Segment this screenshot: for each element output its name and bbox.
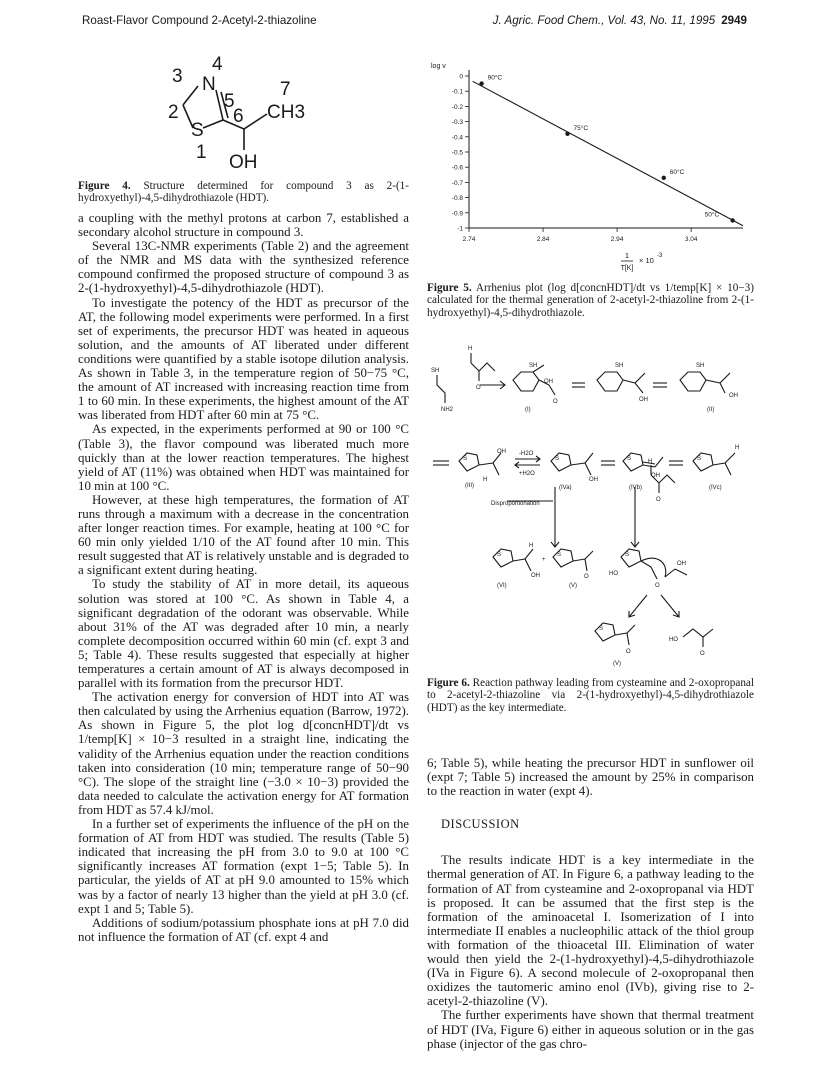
data-point-label: 90°C — [487, 74, 503, 82]
x-tick-label: 2.84 — [536, 236, 550, 243]
paragraph: In a further set of experiments the influence of the pH on the formation of AT from HDT was studied. The results (Table 5) indicated that increasing the pH from 3.0 to 9.0 at 100 °C significantly increases AT formation (expt 1−5; Table 5). In particular, the yields of AT at pH 9.0 amounted to 15% which was by a factor of nearly 13 higher than the yield at pH 3.0 (cf. expt 1 and 5; Table 5). — [78, 817, 409, 916]
y-tick-label: 0 — [459, 73, 463, 81]
fig6-atom-s: S — [497, 552, 502, 558]
y-tick-label: -0.4 — [451, 134, 463, 142]
fig4-atom-CH3: CH3 — [267, 102, 306, 123]
left-column-text — [78, 211, 409, 944]
fig6-atom-h: H — [468, 346, 473, 352]
figure5-arrhenius-plot — [425, 58, 760, 273]
fig6-label-V-final: (V) — [613, 661, 621, 667]
y-tick-label: -0.7 — [451, 179, 463, 187]
figure5-caption-text: Arrhenius plot (log d[concnHDT]/dt vs 1/temp[K] × 10−3) calculated for the thermal generation of 2-acetyl-2-thiazoline from 2-(1-hydroxyethyl)-4,5-dihydrothiazole. — [427, 282, 754, 319]
fig6-atom-o: O — [700, 651, 705, 657]
fig4-atom-OH: OH — [229, 152, 258, 173]
figure4-caption — [78, 180, 409, 205]
fig6-atom-s: S — [697, 456, 702, 462]
fig6-label-IVa: (IVa) — [559, 485, 572, 491]
fig6-label-III: (III) — [465, 483, 474, 489]
fig4-atom-n3: 3 — [172, 66, 183, 87]
fig4-atom-n7: 7 — [280, 79, 291, 100]
y-tick-label: -0.2 — [451, 103, 463, 111]
paragraph: However, at these high temperatures, the formation of AT runs through a maximum with a decrease in the concentration after longer reaction times. For example, heating at 100 °C for 60 min only yielded 1/10 of the AT found after 10 min. This result suggested that AT is relatively unstable and is degraded to a significant extent during heating. — [78, 492, 409, 578]
figure6-caption — [427, 677, 754, 714]
y-tick-label: -0.8 — [451, 195, 463, 203]
fig6-label-V: (V) — [569, 583, 577, 589]
fig6-atom-s: S — [627, 456, 632, 462]
fig6-atom-o: O — [656, 497, 661, 503]
fig6-atom-oh: OH — [639, 397, 648, 403]
journal-citation: J. Agric. Food Chem., Vol. 43, No. 11, 1995 — [492, 14, 716, 27]
svg-text:T[K]: T[K] — [620, 265, 634, 272]
data-point — [479, 81, 483, 85]
data-point-label: 50°C — [704, 211, 720, 219]
running-header-title: Roast-Flavor Compound 2-Acetyl-2-thiazoline — [82, 14, 317, 27]
fig4-atom-n6: 6 — [233, 106, 244, 127]
figure4-label: Figure 4. — [78, 180, 131, 192]
fig6-label-II: (II) — [707, 407, 715, 413]
fig6-atom-oh: OH — [589, 477, 598, 483]
y-tick-label: -0.9 — [451, 210, 463, 218]
fig6-label-IVb: (IVb) — [629, 485, 643, 491]
fig6-atom-o: O — [584, 574, 589, 580]
fig4-atom-n2: 2 — [168, 102, 179, 123]
paragraph: To study the stability of AT in more detail, its aqueous solution was stored at 100 °C. As shown in Table 4, a significant degradation of the odorant was observable. While about 31% of the AT was degraded after 10 min, a nearly complete decomposition occurred within 60 min (cf. expt 3 and 5; Table 4). These results suggested that especially at higher temperatures a certain amount of AT is always decomposed in parallel with its formation from the precursor HDT. — [78, 577, 409, 691]
fig6-atom-h: H — [648, 459, 653, 465]
svg-text:-3: -3 — [657, 253, 663, 259]
fig6-dehydrate: -H2O — [519, 451, 534, 457]
fig4-atom-N: N — [202, 74, 216, 95]
paragraph: a coupling with the methyl protons at carbon 7, established a secondary alcohol structure in compound 3. — [78, 211, 409, 240]
x-tick-label: 2.74 — [462, 236, 476, 243]
paragraph: Several 13C-NMR experiments (Table 2) and the agreement of the NMR and MS data with the synthesized reference compound confirmed the proposed structure of compound 3 as 2-(1-hydroxyethyl)-4,5-dihydrothiazole (HDT). — [78, 239, 409, 296]
fig6-label-I: (I) — [525, 407, 531, 413]
fig6-atom-nh2: NH2 — [441, 407, 454, 413]
fig6-atom-s: S — [599, 626, 604, 632]
figure6-caption-text: Reaction pathway leading from cysteamine and 2-oxopropanal to 2-acetyl-2-thiazoline via 2-(1-hydroxyethyl)-4,5-dihydrothiazole (HDT) as the key intermediate. — [427, 677, 754, 714]
fig6-disproportionation: Disproportionation — [491, 501, 540, 507]
fig6-atom-o: O — [476, 385, 481, 391]
fig6-atom-h: H — [735, 445, 740, 451]
x-tick-label: 2.94 — [610, 236, 624, 243]
paragraph: 6; Table 5), while heating the precursor HDT in sunflower oil (expt 7; Table 5) increased the amount by 25% in comparison to the reaction in water (expt 4). — [427, 756, 754, 799]
svg-text:1: 1 — [624, 251, 630, 260]
fig6-atom-oh: OH — [497, 449, 506, 455]
data-point — [730, 218, 734, 222]
fig6-atom-oh: OH — [544, 379, 553, 385]
data-point — [565, 132, 569, 136]
paragraph: To investigate the potency of the HDT as precursor of the AT, the following model experiments were performed. In a first set of experiments, the precursor HDT was heated in aqueous solution, and the amounts of AT liberated under different conditions were quantified by a stable isotope dilution analysis. As shown in Table 3, in the temperature region of 50−75 °C, the amount of AT increased with increasing reaction time from 1 to 60 min. In these experiments, the highest amount of the AT was liberated from HDT after 60 min at 75 °C. — [78, 295, 409, 423]
fig4-atom-n1: 1 — [196, 142, 207, 163]
page-number: 2949 — [721, 14, 747, 27]
fig6-atom-s: S — [557, 552, 562, 558]
fig6-label-IVc: (IVc) — [709, 485, 722, 491]
running-header-journal — [493, 14, 747, 27]
figure4-structure — [120, 50, 360, 180]
right-column-text — [427, 756, 754, 1051]
fig6-atom-ho: HO — [669, 637, 678, 643]
fig6-atom-oh: OH — [677, 561, 686, 567]
fig6-atom-s: S — [625, 552, 630, 558]
paragraph: The results indicate HDT is a key intermediate in the thermal generation of AT. In Figure 6, a pathway leading to the formation of AT from cysteamine and 2-oxopropanal via HDT is proposed. It can be assumed that the first step is the formation of the aminoacetal I. Isomerization of I into intermediate II enables a nucleophilic attack of the thiol group with formation of the thioacetal III. Elimination of water would then yield the 2-(1-hydroxyethyl)-4,5-dihydrothiazole (IVa in Figure 6). A second molecule of 2-oxopropanal then oxidizes the tautomeric amino enol (IVb), giving rise to 2-acetyl-2-thiazoline (V). — [427, 853, 754, 1009]
y-tick-label: -0.5 — [451, 149, 463, 157]
section-heading-discussion: DISCUSSION — [441, 817, 520, 832]
figure6-reaction-pathway — [425, 325, 760, 670]
fig6-atom-sh: SH — [696, 363, 705, 369]
y-tick-label: -0.3 — [451, 119, 463, 127]
figure4-caption-text: Structure determined for compound 3 as 2-(1-hydroxyethyl)-4,5-dihydrothiazole (HDT). — [78, 180, 409, 205]
fig6-atom-h: H — [483, 477, 488, 483]
y-tick-label: -1 — [457, 225, 463, 233]
fig6-label-VI: (VI) — [497, 583, 507, 589]
fig6-plus: + — [542, 557, 546, 563]
y-tick-label: -0.1 — [451, 88, 463, 96]
x-tick-label: 3.04 — [684, 236, 698, 243]
fig4-atom-S: S — [191, 120, 204, 141]
fig6-atom-oh: OH — [531, 573, 540, 579]
fig6-atom-o: O — [626, 649, 631, 655]
y-axis-label: log v — [431, 63, 446, 70]
fig6-atom-sh: SH — [431, 368, 440, 374]
figure5-caption — [427, 282, 754, 319]
fig6-atom-s: S — [555, 456, 560, 462]
data-point-label: 75°C — [573, 124, 589, 132]
data-point — [662, 176, 666, 180]
paragraph: The activation energy for conversion of HDT into AT was then calculated by using the Arrhenius equation (Barrow, 1972). As shown in Figure 5, the plot log d[concnHDT]/dt vs 1/temp[K] × 10−3 resulted in a straight line, indicating the validity of the Arrhenius equation under the reaction conditions taken into consideration (10 min; temperature range of 50−90 °C). The slope of the straight line (−3.0 × 10−3) provided the data needed to calculate the activation energy for AT formation from HDT as 57.4 kJ/mol. — [78, 690, 409, 817]
y-tick-label: -0.6 — [451, 164, 463, 172]
fig6-atom-sh: SH — [529, 363, 538, 369]
fig6-atom-oh: OH — [651, 473, 660, 479]
fig6-atom-sh: SH — [615, 363, 624, 369]
fig6-atom-s: S — [463, 456, 468, 462]
regression-line — [473, 81, 743, 225]
fig4-atom-n4: 4 — [212, 54, 223, 75]
figure5-label: Figure 5. — [427, 282, 472, 294]
svg-text:× 10: × 10 — [639, 256, 654, 265]
paragraph: The further experiments have shown that thermal treatment of HDT (IVa, Figure 6) either in aqueous solution or in the gas phase (injector of the gas chro- — [427, 1008, 754, 1051]
paragraph: Additions of sodium/potassium phosphate ions at pH 7.0 did not influence the formation of AT (cf. expt 4 and — [78, 915, 409, 944]
fig6-atom-h: H — [529, 543, 534, 549]
x-axis-label — [621, 251, 663, 272]
figure6-label: Figure 6. — [427, 677, 470, 689]
fig6-atom-o: O — [655, 583, 660, 589]
fig6-atom-ho: HO — [609, 571, 618, 577]
fig6-hydrate: +H2O — [519, 471, 535, 477]
fig6-atom-o: O — [553, 399, 558, 405]
paragraph: As expected, in the experiments performed at 90 or 100 °C (Table 3), the flavor compound was liberated much more quickly than at the lower reaction temperatures. The highest yield of AT (11%) was obtained when HDT was maintained for 10 min at 100 °C. — [78, 422, 409, 493]
data-point-label: 60°C — [669, 168, 685, 176]
fig4-atom-n5: 5 — [224, 91, 235, 112]
fig6-atom-oh: OH — [729, 393, 738, 399]
